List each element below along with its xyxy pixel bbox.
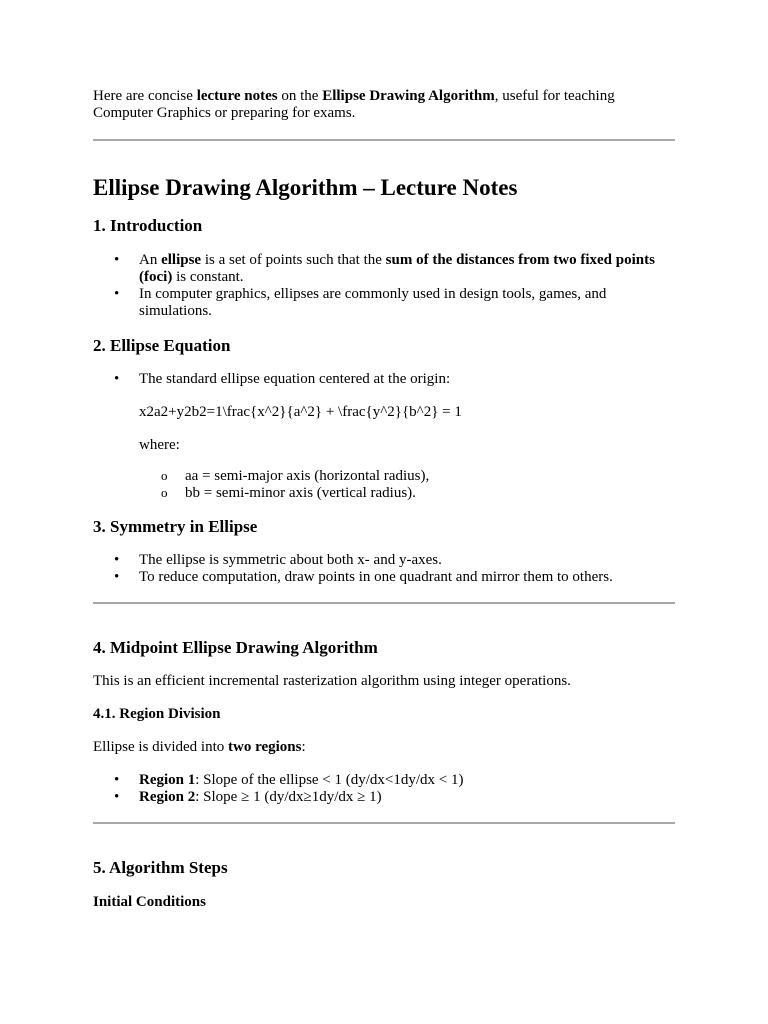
text: is a set of points such that the: [201, 252, 386, 268]
text: :: [301, 739, 306, 755]
section-heading-ellipse-equation: 2. Ellipse Equation: [93, 336, 231, 355]
introduction-list: [93, 252, 675, 320]
region-division-intro: [93, 739, 675, 756]
section-heading-algorithm-steps: 5. Algorithm Steps: [93, 858, 228, 877]
algorithm-description: This is an efficient incremental rasterization algorithm using integer operations.: [93, 673, 571, 689]
divider: [93, 139, 675, 141]
intro-paragraph: [93, 88, 675, 122]
region-label: Region 1: [139, 772, 196, 788]
bold-term: sum of the distances from two fixed points (foci): [139, 252, 655, 285]
region-text: : Slope ≥ 1 (dy/dx≥1dy/dx ≥ 1): [195, 789, 382, 805]
bold-term: two regions: [228, 739, 302, 755]
bold-term: ellipse: [161, 252, 202, 268]
text: is constant.: [172, 269, 244, 285]
equation-list: [93, 371, 675, 502]
text: An: [139, 252, 162, 268]
section-heading-introduction: 1. Introduction: [93, 216, 203, 235]
list-item: [93, 772, 675, 789]
intro-text-2: on the: [277, 88, 323, 104]
subsection-heading-region-division: 4.1. Region Division: [93, 706, 221, 722]
intro-bold-lecture-notes: lecture notes: [196, 88, 278, 104]
list-item: • The ellipse is symmetric about both x- and y-axes.: [93, 552, 675, 569]
divider: [93, 822, 675, 824]
subsection-heading-initial-conditions: Initial Conditions: [93, 894, 206, 910]
equation-intro: • The standard ellipse equation centered at the origin:: [139, 371, 451, 387]
list-item: • To reduce computation, draw points in one quadrant and mirror them to others.: [93, 569, 675, 586]
intro-text-1: Here are concise: [93, 88, 197, 104]
document-body: [93, 88, 675, 911]
section-heading-symmetry: 3. Symmetry in Ellipse: [93, 517, 258, 536]
list-item: [93, 789, 675, 806]
axis-definitions-list: [139, 468, 675, 502]
where-label: where:: [139, 437, 180, 453]
section-heading-midpoint-algorithm: 4. Midpoint Ellipse Drawing Algorithm: [93, 638, 378, 657]
list-item: [93, 371, 675, 502]
list-item: o bb = semi-minor axis (vertical radius).: [139, 485, 675, 502]
intro-bold-algorithm-name: Ellipse Drawing Algorithm: [322, 88, 495, 104]
page-title: Ellipse Drawing Algorithm – Lecture Notes: [93, 175, 518, 200]
intro-text-3: , useful for teaching Computer Graphics or preparing for exams.: [93, 88, 615, 121]
ellipse-equation: x2a2+y2b2=1\frac{x^2}{a^2} + \frac{y^2}{b^2} = 1: [139, 404, 462, 420]
symmetry-list: [93, 552, 675, 586]
region-text: : Slope of the ellipse < 1 (dy/dx<1dy/dx < 1): [195, 772, 464, 788]
region-label: Region 2: [139, 789, 196, 805]
list-item: • In computer graphics, ellipses are commonly used in design tools, games, and simulations.: [93, 286, 675, 320]
divider: [93, 602, 675, 604]
list-item: [93, 252, 675, 286]
text: Ellipse is divided into: [93, 739, 228, 755]
list-item: o aa = semi-major axis (horizontal radius),: [139, 468, 675, 485]
region-list: [93, 772, 675, 806]
